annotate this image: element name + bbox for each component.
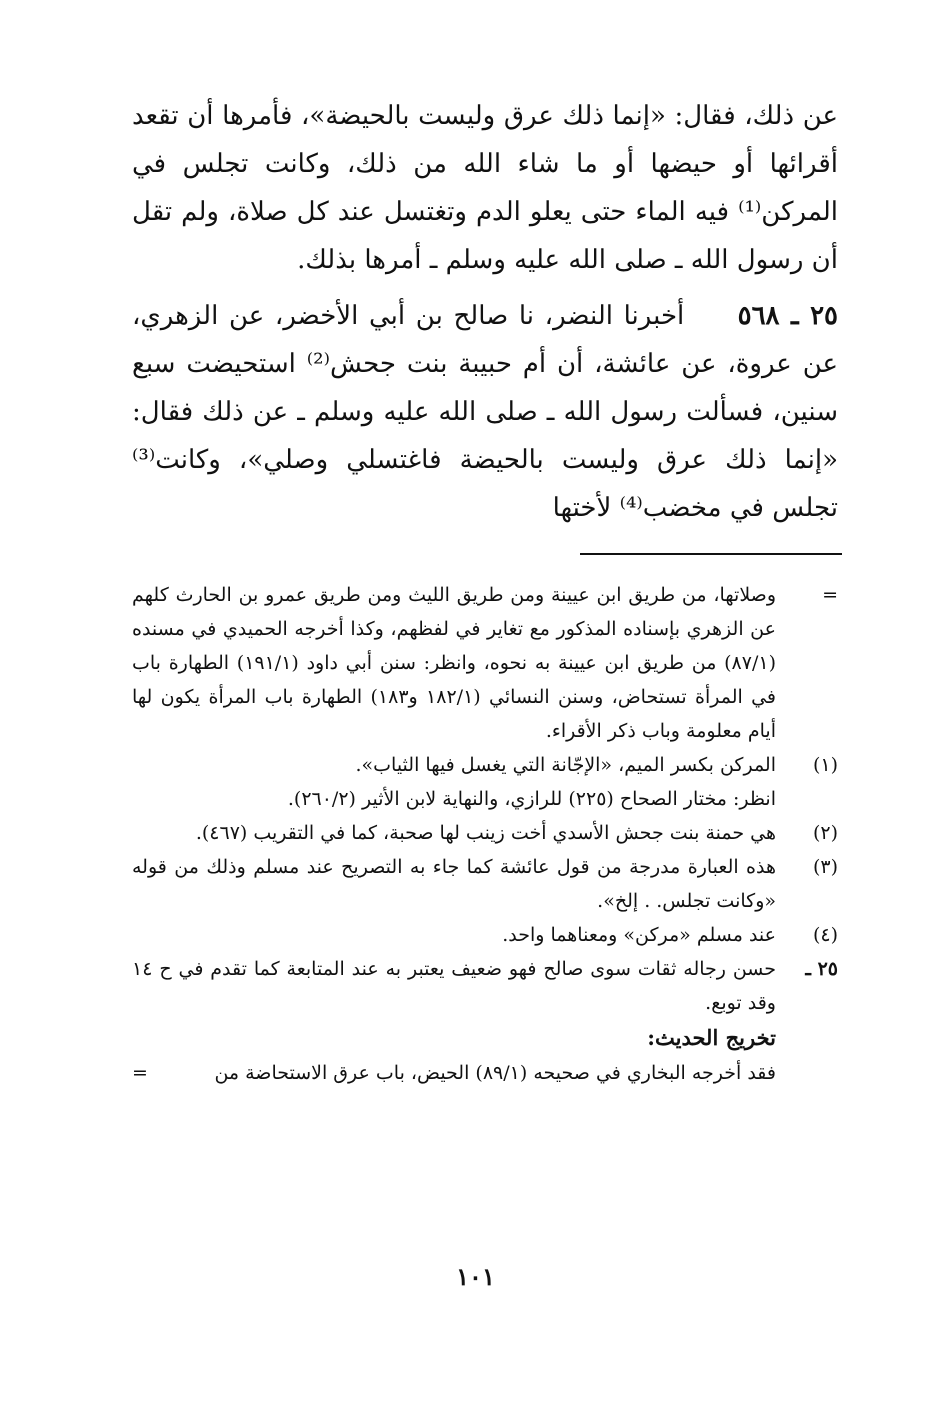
continuation-text: وصلاتها، من طريق ابن عيينة ومن طريق الليث ومن طريق عمرو بن الحارث كلهم عن الزهري بإسناده المذكور مع تغاير في لفظهم، وكذا أخرجه الحميدي في مسنده (٨٧/١) من طريق ابن عيينة به نحوه، وانظر: سنن أبي داود (١٩١/١) الطهارة باب في المرأة تستحاض، وسنن النسائي (١٨٢/١ و١٨٣) الطهارة باب المرأة يكون لها أيام معلومة وباب ذكر الأقراء.	[132, 584, 777, 742]
page-number: ١٠١	[456, 1262, 495, 1291]
footnote-3	[132, 850, 838, 918]
paragraph-2-text: أخبرنا النضر، نا صالح بن أبي الأخضر، عن الزهري، عن عروة، عن عائشة، أن أم حبيبة بنت جحش⁽²⁾ استحيضت سبع سنين، فسألت رسول الله ـ صلى الله عليه وسلم ـ عن ذلك فقال: «إنما ذلك عرق وليست بالحيضة فاغتسلي وصلي»، وكانت⁽³⁾ تجلس في مخضب⁽⁴⁾ لأختها	[132, 301, 839, 523]
footnote-1	[132, 748, 838, 782]
footnote-2-text: هي حمنة بنت جحش الأسدي أخت زينب لها صحبة، كما في التقريب (٤٦٧).	[195, 822, 776, 844]
grading-marker: ٢٥ ـ	[805, 958, 838, 980]
grading-note	[132, 952, 838, 1020]
hadith-number: ٢٥ ـ ٥٦٨	[737, 301, 838, 331]
footnote-2-marker: (٢)	[812, 822, 838, 844]
footnote-1-marker: (١)	[812, 754, 838, 776]
footnote-2	[132, 816, 838, 850]
takhrij-heading: تخريج الحديث:	[647, 1025, 776, 1050]
takhrij-line	[132, 1056, 838, 1090]
footnote-separator	[580, 553, 842, 555]
paragraph-1-text: عن ذلك، فقال: «إنما ذلك عرق وليست بالحيضة»، فأمرها أن تقعد أقرائها أو حيضها أو ما شاء الله من ذلك، وكانت تجلس في المركن⁽¹⁾ فيه الماء حتى يعلو الدم وتغتسل عند كل صلاة، ولم تقل أن رسول الله ـ صلى الله عليه وسلم ـ أمرها بذلك.	[132, 101, 838, 275]
takhrij-continuation-marker: =	[132, 1062, 148, 1084]
grading-text: حسن رجاله ثقات سوى صالح فهو ضعيف يعتبر به عند المتابعة كما تقدم في ح ١٤ وقد توبع.	[132, 958, 776, 1014]
footnotes-section	[132, 578, 838, 1090]
footnote-4	[132, 918, 838, 952]
continuation-marker: =	[822, 584, 838, 606]
footnote-3-marker: (٣)	[812, 856, 838, 878]
body-paragraph-2	[132, 292, 838, 532]
footnote-4-text: عند مسلم «مركن» ومعناهما واحد.	[502, 924, 776, 946]
footnote-1-text: المركن بكسر الميم، «الإجّانة التي يغسل فيها الثياب».	[355, 754, 776, 776]
footnote-3-text: هذه العبارة مدرجة من قول عائشة كما جاء به التصريح عند مسلم وذلك من قوله «وكانت تجلس. . إلخ».	[132, 856, 776, 912]
footnote-4-marker: (٤)	[812, 924, 838, 946]
body-paragraph-1	[132, 92, 838, 284]
footnote-1-sub: انظر: مختار الصحاح (٢٢٥) للرازي، والنهاية لابن الأثير (٢٦٠/٢).	[287, 788, 776, 810]
takhrij-text: فقد أخرجه البخاري في صحيحه (٨٩/١) الحيض، باب عرق الاستحاضة من	[214, 1062, 776, 1084]
paragraph-2-spacer	[695, 301, 727, 331]
footnote-continuation	[132, 578, 838, 748]
